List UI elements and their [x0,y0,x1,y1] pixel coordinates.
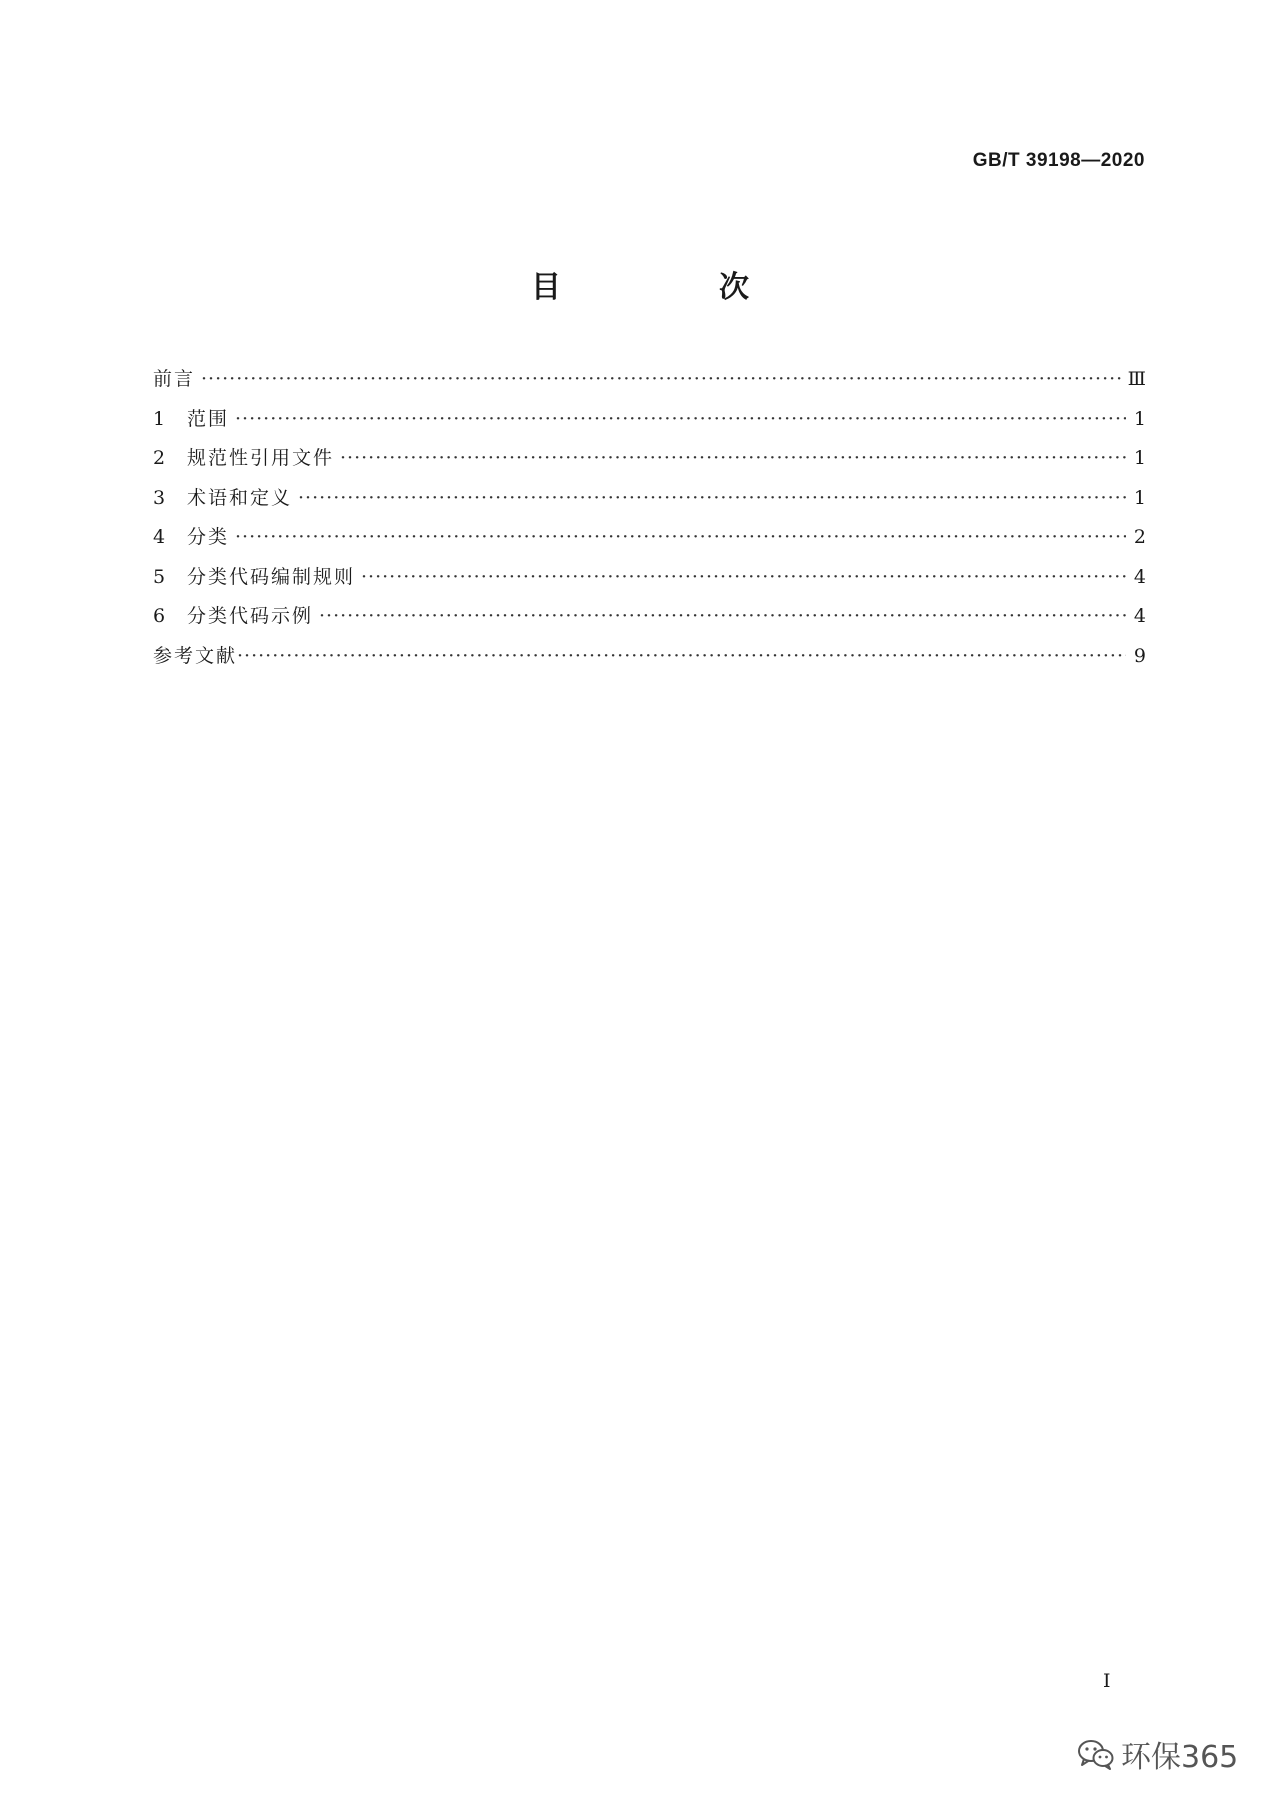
toc-entry-number: 4 [153,526,166,548]
toc-entry-page: 1 [1133,486,1146,509]
toc-entry-classification[interactable] [153,525,1146,565]
toc-entry-page: 9 [1133,644,1146,667]
toc-leader-dots [235,525,1126,549]
table-of-contents [153,367,1146,683]
toc-entry-label: 规范性引用文件 [187,447,335,469]
toc-entry-label: 分类代码示例 [187,605,314,627]
toc-entry-terms-definitions[interactable] [153,486,1146,526]
toc-leader-dots [298,486,1126,510]
toc-entry-number: 2 [153,447,166,469]
toc-leader-dots [361,565,1126,589]
toc-entry-number: 1 [153,407,166,430]
toc-entry-page: 2 [1133,526,1146,548]
wechat-chat-icon [1077,1738,1115,1770]
toc-entry-code-examples[interactable] [153,604,1146,644]
watermark [1077,1732,1238,1776]
toc-entry-page: 4 [1133,605,1146,627]
toc-entry-page: Ⅲ [1127,368,1146,390]
toc-entry-scope[interactable] [153,407,1146,447]
toc-entry-page: 1 [1133,407,1146,430]
toc-entry-foreword[interactable] [153,367,1146,407]
toc-entry-bibliography[interactable] [153,644,1146,684]
toc-entry-number: 3 [153,486,166,509]
toc-entry-page: 1 [1133,447,1146,469]
toc-entry-label: 前言 [153,368,196,390]
toc-leader-dots [235,407,1126,431]
toc-leader-dots [319,604,1126,628]
toc-entry-number: 5 [153,565,166,588]
page-number: I [1103,1670,1111,1692]
watermark-text: 环保365 [1121,1740,1239,1775]
toc-leader-dots [340,446,1126,470]
toc-entry-label: 参考文献 [153,644,238,667]
toc-entry-label: 分类代码编制规则 [187,565,356,588]
toc-entry-label: 分类 [187,526,230,548]
page-title: 目 次 [531,270,813,305]
toc-entry-page: 4 [1133,565,1146,588]
toc-leader-dots [201,367,1122,391]
toc-leader-dots [237,644,1126,668]
toc-entry-normative-references[interactable] [153,446,1146,486]
toc-entry-label: 术语和定义 [187,486,293,509]
toc-entry-number: 6 [153,605,166,627]
toc-entry-code-rules[interactable] [153,565,1146,605]
toc-entry-label: 范围 [187,407,230,430]
standard-code: GB/T 39198—2020 [972,150,1145,171]
